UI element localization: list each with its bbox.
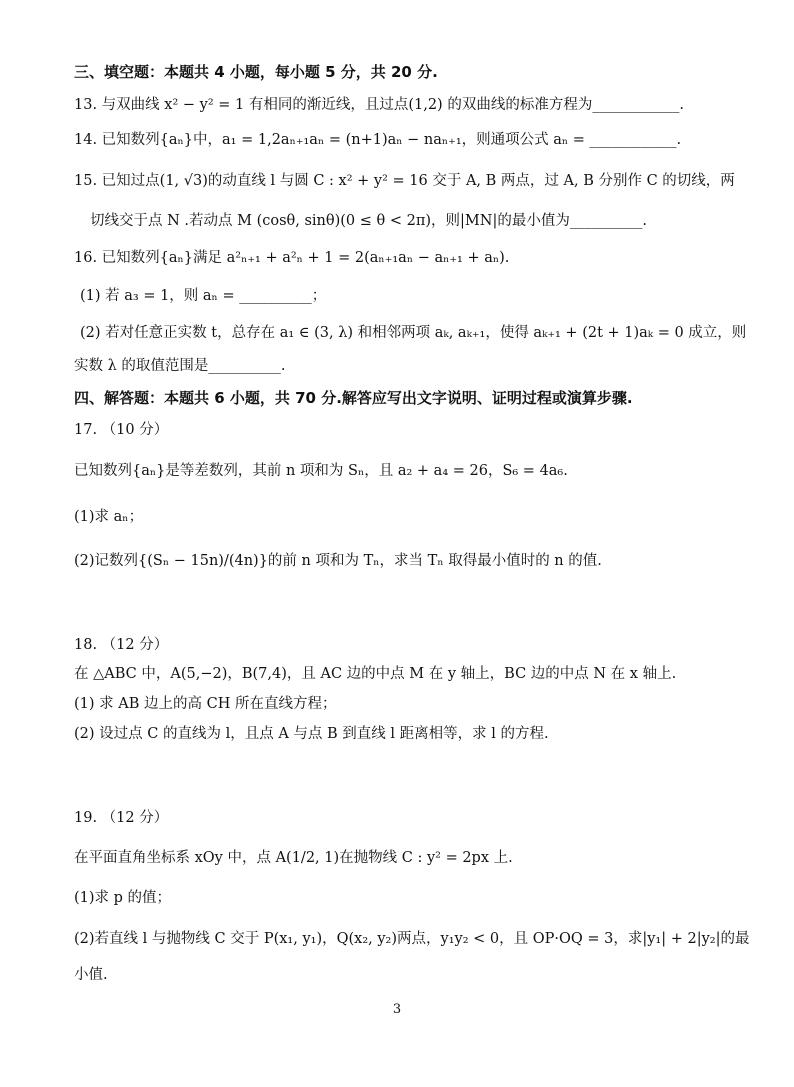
question-19-part2: (2)若直线 l 与抛物线 C 交于 P(x₁, y₁)，Q(x₂, y₂)两点，y₁y₂ < 0，且 OP·OQ = 3，求|y₁| + 2|y₂|的最 <box>74 931 750 947</box>
question-16-part1: (1) 若 a₃ = 1，则 aₙ = __________； <box>80 288 327 304</box>
question-17-title: 17. （10 分） <box>74 422 169 438</box>
question-15-line2: 切线交于点 N .若动点 M (cosθ, sinθ)(0 ≤ θ < 2π)，则|MN|的最小值为__________. <box>90 213 647 229</box>
question-15-line1: 15. 已知过点(1, √3)的动直线 l 与圆 C : x² + y² = 16 交于 A, B 两点，过 A, B 分别作 C 的切线，两 <box>74 173 735 189</box>
section3-heading: 三、填空题：本题共 4 小题，每小题 5 分，共 20 分. <box>74 63 438 81</box>
question-16-stem: 16. 已知数列{aₙ}满足 a²ₙ₊₁ + a²ₙ + 1 = 2(aₙ₊₁aₙ − aₙ₊₁ + aₙ). <box>74 250 510 266</box>
page-number: 3 <box>392 1002 402 1017</box>
question-18-title: 18. （12 分） <box>74 637 169 653</box>
question-17-part1: (1)求 aₙ； <box>74 509 144 525</box>
question-19-part2-cont: 小值. <box>74 967 108 983</box>
question-19-stem: 在平面直角坐标系 xOy 中，点 A(1/2, 1)在抛物线 C : y² = 2px 上. <box>74 850 513 866</box>
question-13: 13. 与双曲线 x² − y² = 1 有相同的渐近线，且过点(1,2) 的双曲线的标准方程为____________. <box>74 97 684 113</box>
question-19-part1: (1)求 p 的值； <box>74 890 172 906</box>
question-18-part1: (1) 求 AB 边上的高 CH 所在直线方程； <box>74 696 337 712</box>
section4-heading: 四、解答题：本题共 6 小题，共 70 分.解答应写出文字说明、证明过程或演算步骤. <box>74 389 633 407</box>
question-14: 14. 已知数列{aₙ}中，a₁ = 1,2aₙ₊₁aₙ = (n+1)aₙ − naₙ₊₁，则通项公式 aₙ = ____________. <box>74 132 682 148</box>
question-16-part2: (2) 若对任意正实数 t，总存在 a₁ ∈ (3, λ) 和相邻两项 aₖ, aₖ₊₁，使得 aₖ₊₁ + (2t + 1)aₖ = 0 成立，则 <box>80 325 747 341</box>
question-16-part2-cont: 实数 λ 的取值范围是__________. <box>74 358 286 374</box>
question-19-title: 19. （12 分） <box>74 810 169 826</box>
question-18-stem: 在 △ABC 中，A(5,−2)，B(7,4)，且 AC 边的中点 M 在 y 轴上，BC 边的中点 N 在 x 轴上. <box>74 666 677 682</box>
question-17-part2: (2)记数列{(Sₙ − 15n)/(4n)}的前 n 项和为 Tₙ，求当 Tₙ 取得最小值时的 n 的值. <box>74 553 602 569</box>
question-18-part2: (2) 设过点 C 的直线为 l，且点 A 与点 B 到直线 l 距离相等，求 l 的方程. <box>74 726 549 742</box>
question-17-stem: 已知数列{aₙ}是等差数列，其前 n 项和为 Sₙ，且 a₂ + a₄ = 26，S₆ = 4a₆. <box>74 463 568 479</box>
